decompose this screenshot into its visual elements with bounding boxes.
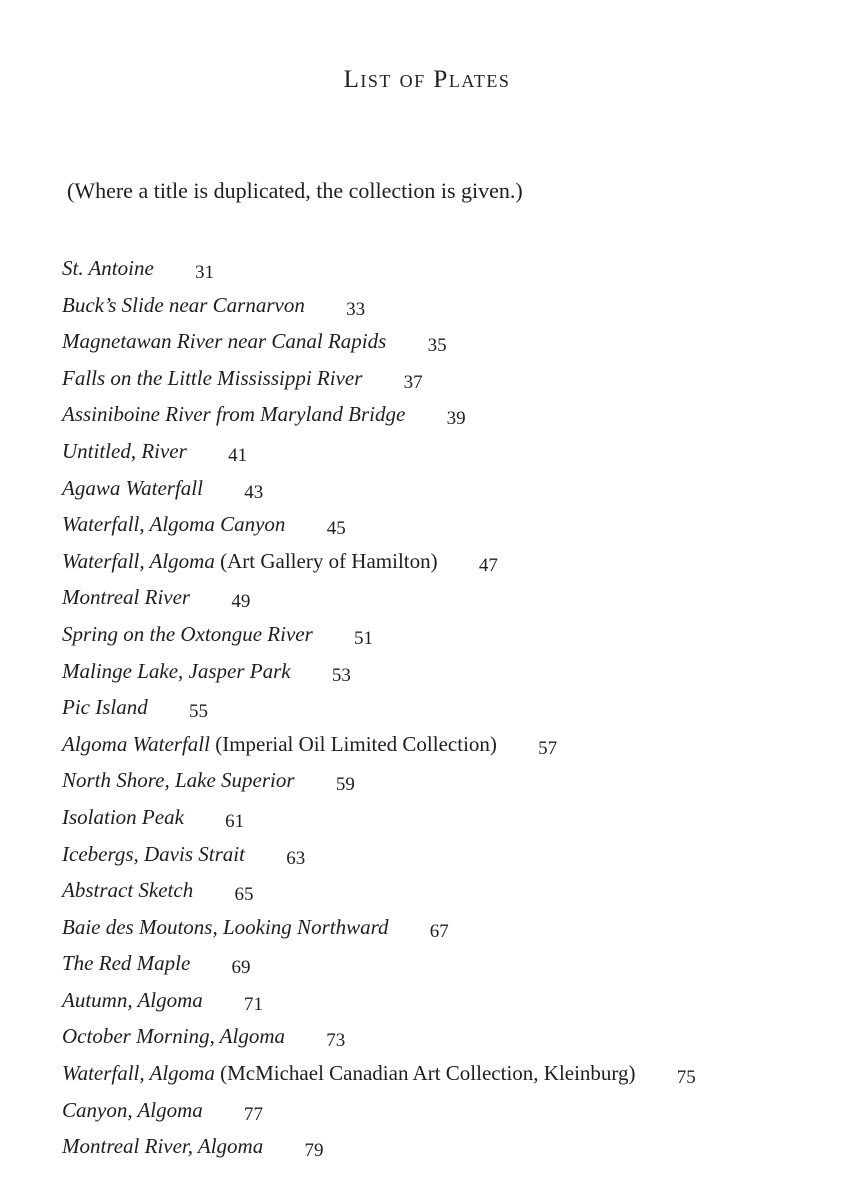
plate-entry xyxy=(62,1023,696,1060)
plate-entry xyxy=(62,475,696,512)
plate-page-number: 61 xyxy=(225,810,245,832)
plate-entry xyxy=(62,694,696,731)
plate-page-number: 59 xyxy=(335,774,355,796)
plate-entry xyxy=(62,401,696,438)
plate-entry xyxy=(62,621,696,658)
plate-collection: (Art Gallery of Hamilton) xyxy=(220,548,438,573)
plate-title: The Red Maple xyxy=(62,951,191,976)
plate-title: Montreal River, Algoma xyxy=(62,1134,264,1159)
plate-page-number: 67 xyxy=(429,920,449,942)
plate-title: Icebergs, Davis Strait xyxy=(62,841,245,866)
plate-entry xyxy=(62,584,696,621)
plate-entry xyxy=(62,767,696,804)
plate-page-number: 53 xyxy=(331,664,351,686)
plate-title: Assiniboine River from Maryland Bridge xyxy=(62,402,406,427)
plate-title: Agawa Waterfall xyxy=(62,475,203,500)
plate-title: Waterfall, Algoma Canyon xyxy=(62,512,286,537)
plate-title: Montreal River xyxy=(62,585,191,610)
plate-page-number: 73 xyxy=(326,1030,346,1052)
plate-title: October Morning, Algoma xyxy=(62,1024,286,1049)
plate-page-number: 41 xyxy=(228,444,248,466)
plate-page-number: 33 xyxy=(346,298,366,320)
plate-page-number: 51 xyxy=(354,627,374,649)
plate-entry xyxy=(62,292,696,329)
plate-entry xyxy=(62,1060,696,1097)
plate-page-number: 35 xyxy=(427,335,447,357)
plate-title: Pic Island xyxy=(62,695,148,720)
plate-title: Algoma Waterfall xyxy=(62,731,210,756)
plate-entry xyxy=(62,1097,696,1134)
plates-list xyxy=(62,255,696,1170)
plate-title: Spring on the Oxtongue River xyxy=(62,621,313,646)
plate-title: Autumn, Algoma xyxy=(62,987,203,1012)
plate-collection: (Imperial Oil Limited Collection) xyxy=(215,731,497,756)
plate-entry xyxy=(62,658,696,695)
plate-page-number: 43 xyxy=(244,481,264,503)
plate-page-number: 47 xyxy=(478,554,498,576)
plate-page-number: 69 xyxy=(231,957,251,979)
plate-page-number: 45 xyxy=(326,518,346,540)
plate-title: Buck’s Slide near Carnarvon xyxy=(62,292,305,317)
plate-title: North Shore, Lake Superior xyxy=(62,768,295,793)
plate-entry xyxy=(62,950,696,987)
plate-entry xyxy=(62,255,696,292)
plate-title: Waterfall, Algoma xyxy=(62,548,215,573)
plate-page-number: 77 xyxy=(244,1103,264,1125)
plate-page-number: 75 xyxy=(676,1067,696,1089)
plate-entry xyxy=(62,841,696,878)
plate-page-number: 49 xyxy=(231,591,251,613)
plate-page-number: 71 xyxy=(244,993,264,1015)
plate-page-number: 65 xyxy=(234,884,254,906)
plate-title: St. Antoine xyxy=(62,256,154,280)
plate-title: Canyon, Algoma xyxy=(62,1097,203,1122)
plate-title: Isolation Peak xyxy=(62,804,184,829)
plate-page-number: 79 xyxy=(304,1140,324,1162)
plate-entry xyxy=(62,987,696,1024)
plate-page-number: 31 xyxy=(195,262,215,283)
plate-entry xyxy=(62,914,696,951)
plate-page-number: 57 xyxy=(538,737,558,759)
plate-title: Baie des Moutons, Looking Northward xyxy=(62,914,389,939)
plate-title: Falls on the Little Mississippi River xyxy=(62,365,363,390)
plate-title: Magnetawan River near Canal Rapids xyxy=(62,329,387,354)
plate-entry xyxy=(62,438,696,475)
plate-collection: (McMichael Canadian Art Collection, Kleinburg) xyxy=(220,1061,636,1086)
plate-page-number: 39 xyxy=(446,408,466,430)
plate-page-number: 63 xyxy=(286,847,306,869)
plate-title: Untitled, River xyxy=(62,438,187,463)
plate-entry xyxy=(62,1133,696,1170)
plate-entry xyxy=(62,731,696,768)
plate-entry xyxy=(62,328,696,365)
plate-entry xyxy=(62,511,696,548)
page-title: List of Plates xyxy=(343,66,511,93)
plate-title: Waterfall, Algoma xyxy=(62,1061,215,1086)
plate-page-number: 37 xyxy=(403,371,423,393)
plate-entry xyxy=(62,365,696,402)
plate-title: Abstract Sketch xyxy=(62,878,194,903)
editorial-note: (Where a title is duplicated, the collection is given.) xyxy=(67,178,523,203)
plate-entry xyxy=(62,804,696,841)
plate-page-number: 55 xyxy=(188,701,208,723)
plate-entry xyxy=(62,548,696,585)
plate-entry xyxy=(62,877,696,914)
plate-title: Malinge Lake, Jasper Park xyxy=(62,658,291,683)
